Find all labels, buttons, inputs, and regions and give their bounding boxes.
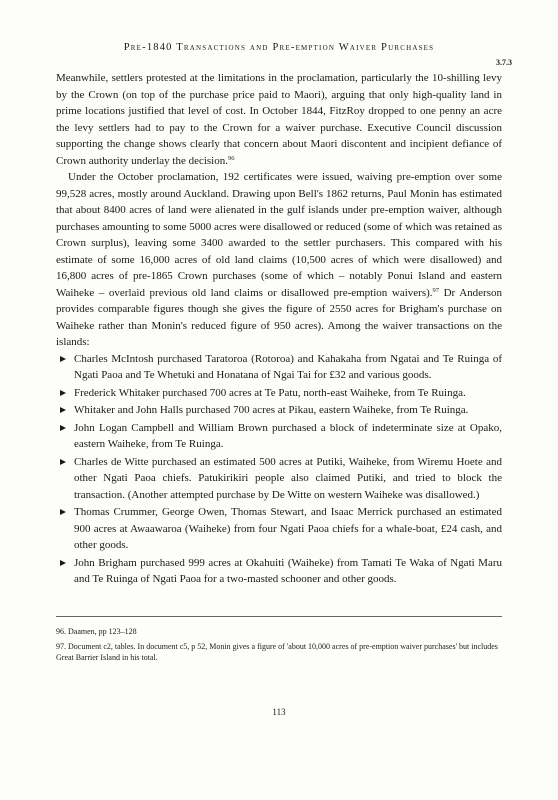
footnotes <box>56 626 502 667</box>
bullet-arrow-icon <box>60 509 66 515</box>
running-head: Pre-1840 Transactions and Pre-emption Waiver Purchases <box>123 42 435 53</box>
footnote-ref-96[interactable]: 96 <box>228 154 235 162</box>
paragraph-1 <box>56 70 502 169</box>
list-item: Frederick Whitaker purchased 700 acres at Te Patu, north-east Waiheke, from Te Ruinga. <box>56 385 502 402</box>
paragraph-2-text-b: Dr Anderson provides comparable figures though she gives the figure of 2550 acres for Brigham's purchase on Waiheke rather than Monin's reduced figure of 950 acres). Among the waiver transactions on the islands: <box>56 286 502 348</box>
footnote-ref-97[interactable]: 97 <box>432 286 440 294</box>
list-item: Whitaker and John Halls purchased 700 acres at Pikau, eastern Waiheke, from Te Ruinga. <box>56 402 502 419</box>
bullet-arrow-icon <box>60 425 66 431</box>
bullet-arrow-icon <box>60 459 66 465</box>
section-number: 3.7.3 <box>496 58 512 67</box>
footnote-divider <box>56 616 502 617</box>
paragraph-1-text: Meanwhile, settlers protested at the limitations in the proclamation, particularly the 10-shilling levy by the Crown (on top of the purchase price paid to Maori), arguing that only high-quality land in prime locations justified that level of cost. In October 1844, FitzRoy dropped to one penny an acre the levy settlers had to pay to the Crown for a waiver purchase. Executive Council discussion supporting the change shows clearly that concern about Maori discontent and incipient defiance of Crown authority underlay the decision. <box>56 72 502 167</box>
paragraph-2 <box>56 169 502 351</box>
footnote-96: 96. Daamen, pp 123–128 <box>56 627 137 636</box>
list-item: Charles de Witte purchased an estimated 500 acres at Putiki, Waiheke, from Wiremu Hoete and other Ngati Paoa chiefs. Patukirikiri people also claimed Putiki, and tried to block the transaction. (Another attempted purchase by De Witte on western Waiheke was disallowed.) <box>56 454 502 504</box>
body-text <box>56 70 502 589</box>
bullet-arrow-icon <box>60 407 66 413</box>
list-item: Charles McIntosh purchased Taratoroa (Rotoroa) and Kahakaha from Ngatai and Te Ruinga of Ngati Paoa and Te Whetuki and Honatana of Ngai Tai for £32 and various goods. <box>56 351 502 384</box>
footnote-97: 97. Document c2, tables. In document c5, p 52, Monin gives a figure of 'about 10,000 acres of pre-emption waiver purchases' but includes Great Barrier Island in his total. <box>56 641 498 662</box>
list-item: John Brigham purchased 999 acres at Okahuiti (Waiheke) from Tamati Te Waka of Ngati Maru and Te Ruinga of Ngati Paoa for a two-masted schooner and other goods. <box>56 555 502 588</box>
paragraph-2-text-a: Under the October proclamation, 192 certificates were issued, waiving pre-emption over some 99,528 acres, mostly around Auckland. Drawing upon Bell's 1862 returns, Paul Monin has estimated that about 8400 acres of land were alienated in the gulf islands under pre-emption waiver, although purchases amounting to some 5000 acres were disallowed or reduced (some of which was retained as Crown surplus), leaving some 3400 awarded to the settler purchasers. This compared with his estimate of some 16,000 acres of old land claims (10,500 acres of which were disallowed) and 16,800 acres of pre-1865 Crown purchases (some of which – notably Ponui Island and eastern Waiheke – overlaid previous old land claims or disallowed pre-emption waivers). <box>56 171 502 299</box>
bullet-arrow-icon <box>60 356 66 362</box>
bullet-arrow-icon <box>60 560 66 566</box>
page-number: 113 <box>272 707 286 717</box>
waiver-transactions-list <box>56 351 502 588</box>
list-item: Thomas Crummer, George Owen, Thomas Stewart, and Isaac Merrick purchased an estimated 900 acres at Awaawaroa (Waiheke) from four Ngati Paoa chiefs for a whale-boat, £24 cash, and other goods. <box>56 504 502 554</box>
list-item: John Logan Campbell and William Brown purchased a block of indeterminate size at Opako, eastern Waiheke, from Te Ruinga. <box>56 420 502 453</box>
bullet-arrow-icon <box>60 390 66 396</box>
